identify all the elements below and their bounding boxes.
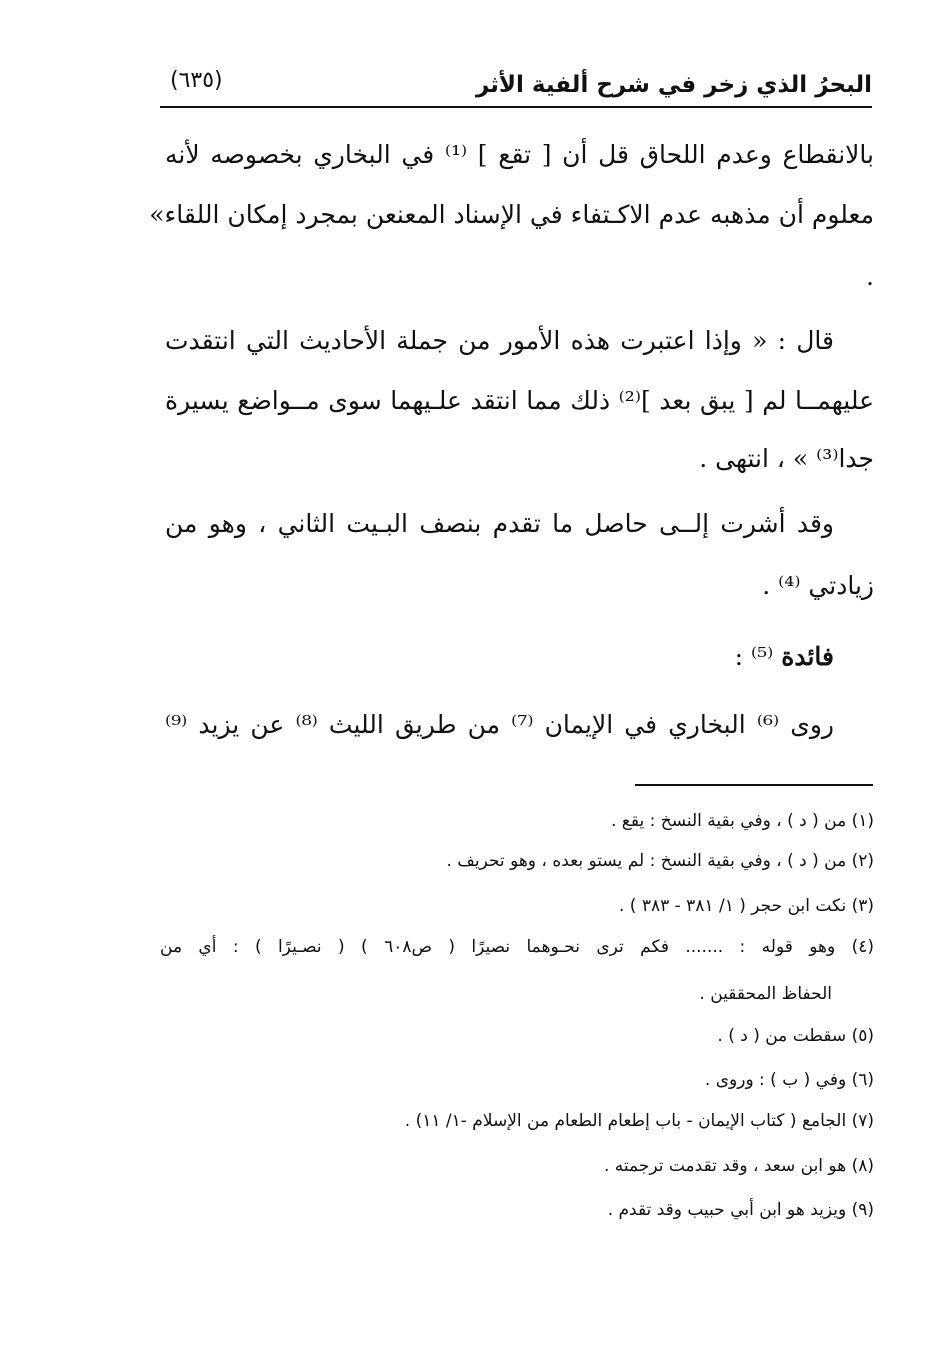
- footnote-8: (٨) هو ابن سعد ، وقد تقدمت ترجمته .: [603, 1156, 874, 1176]
- section-heading: فائدة: [781, 642, 834, 671]
- footnote-4: (٤) وهو قوله : ....... فكم ترى نحـوهما نصيرًا ( ص٦٠٨ ) ( نصـيرًا ) : أي من: [160, 937, 874, 957]
- footnote-4-continuation: الحفاظ المحققين .: [699, 984, 832, 1004]
- body-line-1: بالانقطاع وعدم اللحاق قل أن [ تقع ] ⁽¹⁾ في البخاري بخصوصه لأنه: [165, 140, 874, 169]
- body-line-8: زيادتي ⁽⁴⁾ .: [762, 571, 874, 600]
- body-line-6: جدا⁽³⁾ » ، انتهى .: [699, 444, 874, 473]
- section-heading-note: ⁽⁵⁾ :: [734, 642, 782, 671]
- footnote-7: (٧) الجامع ( كتاب الإيمان - باب إطعام الطعام من الإسلام -١/ ١١) .: [404, 1111, 874, 1131]
- footnote-5: (٥) سقطت من ( د ) .: [717, 1026, 874, 1046]
- body-line-5: عليهمــا لم [ يبق بعد ]⁽²⁾ ذلك مما انتقد علـيهما سوى مــواضع يسيرة: [165, 386, 875, 415]
- body-line-9: [165, 640, 834, 674]
- footnote-9: (٩) ويزيد هو ابن أبي حبيب وقد تقدم .: [607, 1200, 874, 1220]
- running-title: البحرُ الذي زخر في شرح ألفية الأثر: [475, 72, 872, 98]
- footnote-1: (١) من ( د ) ، وفي بقية النسخ : يقع .: [611, 811, 874, 831]
- footnote-3: (٣) نكت ابن حجر ( ١/ ٣٨١ - ٣٨٣ ) .: [618, 896, 874, 916]
- header-rule: [160, 106, 872, 108]
- body-line-10: روى ⁽⁶⁾ البخاري في الإيمان ⁽⁷⁾ من طريق الليث ⁽⁸⁾ عن يزيد ⁽⁹⁾: [165, 710, 834, 739]
- footnote-2: (٢) من ( د ) ، وفي بقية النسخ : لم يستو بعده ، وهو تحريف .: [446, 851, 874, 871]
- page-header: [160, 60, 872, 110]
- body-line-4: قال : « وإذا اعتبرت هذه الأمور من جملة الأحاديث التي انتقدت: [165, 326, 834, 355]
- body-line-7: وقد أشرت إلــى حاصل ما تقدم بنصف البـيت الثاني ، وهو من: [165, 509, 834, 538]
- footnote-6: (٦) وفي ( ب ) : وروى .: [704, 1070, 874, 1090]
- footnote-separator: [635, 784, 873, 786]
- page-number: (٦٣٥): [170, 68, 223, 93]
- body-line-2: معلوم أن مذهبه عدم الاكـتفاء في الإسناد المعنعن بمجرد إمكان اللقاء»: [149, 200, 874, 229]
- body-line-3: .: [866, 262, 874, 291]
